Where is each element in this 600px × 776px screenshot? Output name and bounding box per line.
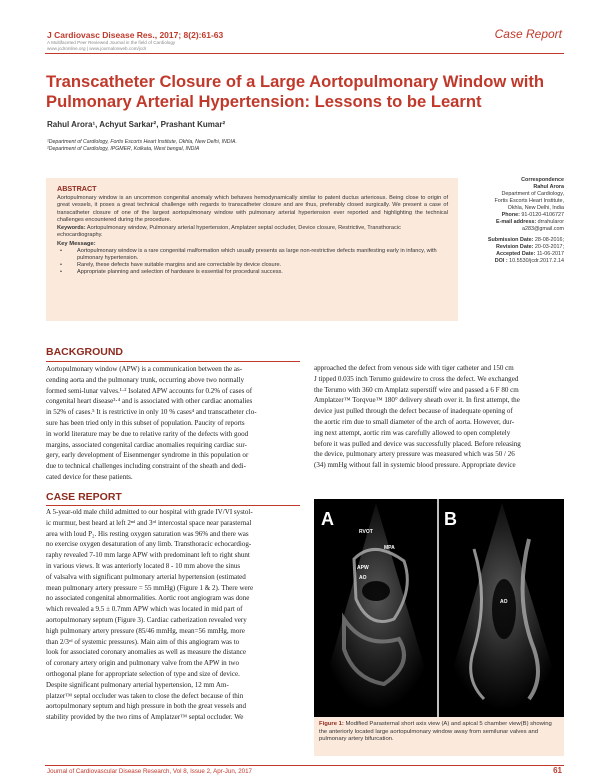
right-column-body — [314, 363, 564, 471]
revision-label: Revision Date: — [495, 244, 534, 250]
background-body — [46, 364, 300, 483]
text-line: no associated congenital abnormalities. Aortic root angiogram was done — [46, 594, 250, 603]
correspondence-block — [464, 177, 564, 265]
text-line: (34) mmHg without fall in systemic blood pressure. Appropriate device — [314, 461, 516, 470]
text-line: platzer™ septal occluder was taken to close the defect because of thin — [46, 691, 244, 700]
list-item: • Rarely, these defects have suitable margins and are correctable by device closure. — [57, 262, 448, 269]
text-line: the aortic rim due to small diameter of the arch of aorta. However, dur- — [314, 417, 515, 426]
text-line: aortopulmonary septum (Figure 3). Cardiac catherization revealed very — [46, 615, 247, 624]
text-line: A 5-year-old male child admitted to our hospital with grade IV/VI systol- — [46, 508, 253, 516]
text-line: before it was pulled and device was successfully placed. Before releasing — [314, 439, 521, 448]
figure-caption-text: Modified Parasternal short axis view (A) and apical 5 chamber view(B) showing the anteriorly located large aortopulmonary window away from semilunar valves and pulmonary artery bifurcation. — [319, 721, 552, 743]
text-line: sure has been tried only in this subset of population. Paucity of reports — [46, 418, 245, 427]
keywords-text: Aortopulmonary window, Pulmonary arterial hypertension, Amplatzer septal occluder, Device closure, Restrictive, Transthoracic echocardiography. — [57, 225, 401, 239]
text-line: orthogonal plane for appropriate selection of type and size of device. — [46, 669, 240, 678]
text-line: aortopulmonary septum and high pressure in both the great vessels and — [46, 702, 247, 711]
text-line: the device, pulmonary artery pressure was measured which was 50 / 26 — [314, 450, 515, 459]
affiliation-2: ²Department of Cardiology, IPGMER, Kolkata, West bengal, INDIA — [47, 146, 200, 152]
email-value-1[interactable]: drrahularor — [537, 219, 564, 225]
text-line: Aortopulmonary window (APW) is a communication between the as- — [46, 365, 243, 373]
figure-caption — [314, 717, 564, 756]
echocardiogram-image — [314, 499, 564, 717]
abstract-text: Aortopulmonary window is an uncommon congenital anomaly which behaves hemodynamically similar to patent ductus arteriosus. Being close to origin of great vessels, it poses a great technical challenge with regards to transcatheter closure and are thus, preferably closed surgically. We present a case of transcatheter closure of one of the largest aortopulmonary window with pulmonary arterial hypertension ever reported and highlighting the technical challenges encountered during the procedure. — [57, 195, 448, 223]
label-mpa: MPA — [384, 545, 395, 551]
text-line: high pulmonary artery pressure (85/46 mmHg, mean=56 mmHg, more — [46, 626, 245, 635]
text-line: device just pulled through the defect because of inadequate opening of — [314, 407, 513, 416]
phone-value: 91-0120-4106727 — [521, 212, 564, 218]
figure-caption-label: Figure 1: — [319, 721, 344, 727]
doi-value[interactable]: 10.5530/jcdr.2017.2.14 — [509, 258, 564, 264]
key-message-label: Key Message: — [57, 240, 96, 247]
text-line: of coronary artery origin and pulmonary valve from the APW in two — [46, 659, 240, 668]
text-line: gery, early development of Eisenmenger syndrome in this population or — [46, 451, 249, 460]
abstract-keywords — [57, 225, 448, 240]
text-line: due to technical challenges including constraint of the sheath and dedi- — [46, 462, 246, 471]
background-heading: BACKGROUND — [46, 346, 123, 358]
list-item: • Appropriate planning and selection of hardware is essential for procedural success. — [57, 269, 448, 276]
journal-subtitle: A Multifaceted Peer Reviewed Journal in the field of Cardiology — [47, 40, 176, 45]
text-line: mean pulmonary artery pressure = 55 mmHg) (Figure 1 & 2). There were — [46, 583, 254, 592]
address-line: Department of Cardiology, — [501, 191, 564, 197]
author-list: Rahul Arora¹, Achyut Sarkar², Prashant Kumar² — [47, 120, 226, 129]
background-heading-rule — [46, 361, 300, 362]
label-ao-b: AO — [500, 599, 508, 605]
address-line: Okhla, New Delhi, India — [507, 205, 564, 211]
text-line: Amplatzer™ Torqvue™ 180° delivery sheath over it. In first attempt, the — [314, 396, 520, 405]
text-line: the Terumo with 360 cm Amplatz superstiff wire and passed a 6 F 80 cm — [314, 385, 519, 394]
text-line: cending aorta and the pulmonary trunk, occurring above two normally — [46, 375, 245, 384]
label-ao-a: AO — [359, 575, 367, 581]
correspondence-name: Rahul Arora — [533, 184, 564, 190]
text-line: area with loud P₂. His resting oxygen saturation was 96% and there was — [46, 529, 249, 538]
text-line: in world literature may be due to relative rarity of the defects with good — [46, 429, 249, 438]
text-line: formed semi-lunar valves.¹·² Isolated APW accounts for 0.2% of cases of — [46, 386, 253, 395]
email-value-2[interactable]: a283@gmail.com — [521, 226, 564, 232]
header-divider — [45, 53, 564, 54]
abstract-heading: ABSTRACT — [57, 184, 97, 193]
key-message-list — [57, 248, 448, 277]
text-line: ing next attempt, aortic rim was carefully allowed to open completely — [314, 428, 511, 437]
article-title: Transcatheter Closure of a Large Aortopulmonary Window with Pulmonary Arterial Hypertension: Lessons to be Learnt — [46, 72, 545, 111]
correspondence-label: Correspondence — [521, 177, 564, 183]
label-apw: APW — [357, 565, 369, 571]
email-label: E-mail address: — [495, 219, 537, 225]
text-line: raphy revealed 7-10 mm large APW with predominant left to right shunt — [46, 551, 250, 560]
submission-date: 28-08-2016; — [534, 237, 564, 243]
text-line: in various views. It was anteriorly located 8 - 10 mm above the sinus — [46, 561, 241, 570]
article-type: Case Report — [494, 27, 562, 41]
panel-b-label: B — [444, 509, 457, 529]
abstract-box — [46, 178, 458, 321]
text-line: than 2/3ʳᵈ of systemic pressures). Main aim of this angiogram was to — [46, 637, 240, 646]
case-report-heading-rule — [46, 505, 300, 506]
keywords-label: Keywords: — [57, 225, 86, 232]
text-line: ic murmur, best heard at left 2ⁿᵈ and 3ʳᵈ intercostal space near parasternal — [46, 518, 252, 527]
accepted-date: 11-06-2017 — [536, 251, 564, 257]
text-line: margins, associated congenital cardiac anomalies requiring cardiac sur- — [46, 440, 247, 449]
address-line: Fortis Escorts Heart Institute, — [494, 198, 564, 204]
case-report-heading: CASE REPORT — [46, 491, 122, 503]
submission-label: Submission Date: — [487, 237, 534, 243]
text-line: which revealed a 9.5 ± 0.7mm APW which was located in mid part of — [46, 605, 243, 614]
panel-a-label: A — [321, 509, 334, 529]
case-report-body — [46, 507, 300, 723]
footer-divider — [45, 765, 564, 766]
page-number: 61 — [553, 766, 562, 775]
accepted-label: Accepted Date: — [496, 251, 536, 257]
figure-1 — [314, 499, 564, 717]
label-rvot: RVOT — [359, 529, 373, 535]
list-item: • Aortopulmonary window is a rare congenital malformation which usually presents as large non-restrictive defects manifesting early in infancy, with pulmonary hypertension. — [57, 248, 448, 262]
doi-label: DOI : — [494, 258, 508, 264]
phone-label: Phone: — [501, 212, 520, 218]
text-line: congenital heart disease³·⁴ and is associated with other cardiac anomalies — [46, 397, 253, 406]
revision-date: 20-03-2017; — [534, 244, 564, 250]
text-line: look for associated coronary anomalies as well as measure the distance — [46, 648, 246, 657]
affiliation-1: ¹Department of Cardiology, Fortis Escorts Heart Institute, Okhla, New Delhi, INDIA. — [47, 139, 237, 145]
text-line: cated device for these patients. — [46, 472, 133, 481]
text-line: of valsalva with significant pulmonary arterial hypertension (estimated — [46, 572, 246, 581]
text-line: Despite significant pulmonary arterial hypertension, 12 mm Am- — [46, 680, 229, 689]
footer-journal: Journal of Cardiovascular Disease Research, Vol 8, Issue 2, Apr-Jun, 2017 — [47, 768, 252, 775]
journal-website: www.jcdronline.org | www.journalonweb.com/jcdr — [47, 46, 147, 51]
journal-citation: J Cardiovasc Disease Res., 2017; 8(2):61-63 — [47, 30, 224, 40]
text-line: in 52% of cases.⁵ It is restrictive in only 10 % cases⁴ and transcatheter clo- — [46, 408, 257, 417]
text-line: no exercise oxygen desaturation of any limb. Transthoracic echocardiog- — [46, 540, 252, 549]
text-line: stability provided by the two rims of Amplatzer™ septal occluder. We — [46, 713, 244, 722]
text-line: J tipped 0.035 inch Terumo guidewire to cross the defect. We exchanged — [314, 374, 519, 383]
text-line: approached the defect from venous side with tiger catheter and 150 cm — [314, 364, 514, 372]
